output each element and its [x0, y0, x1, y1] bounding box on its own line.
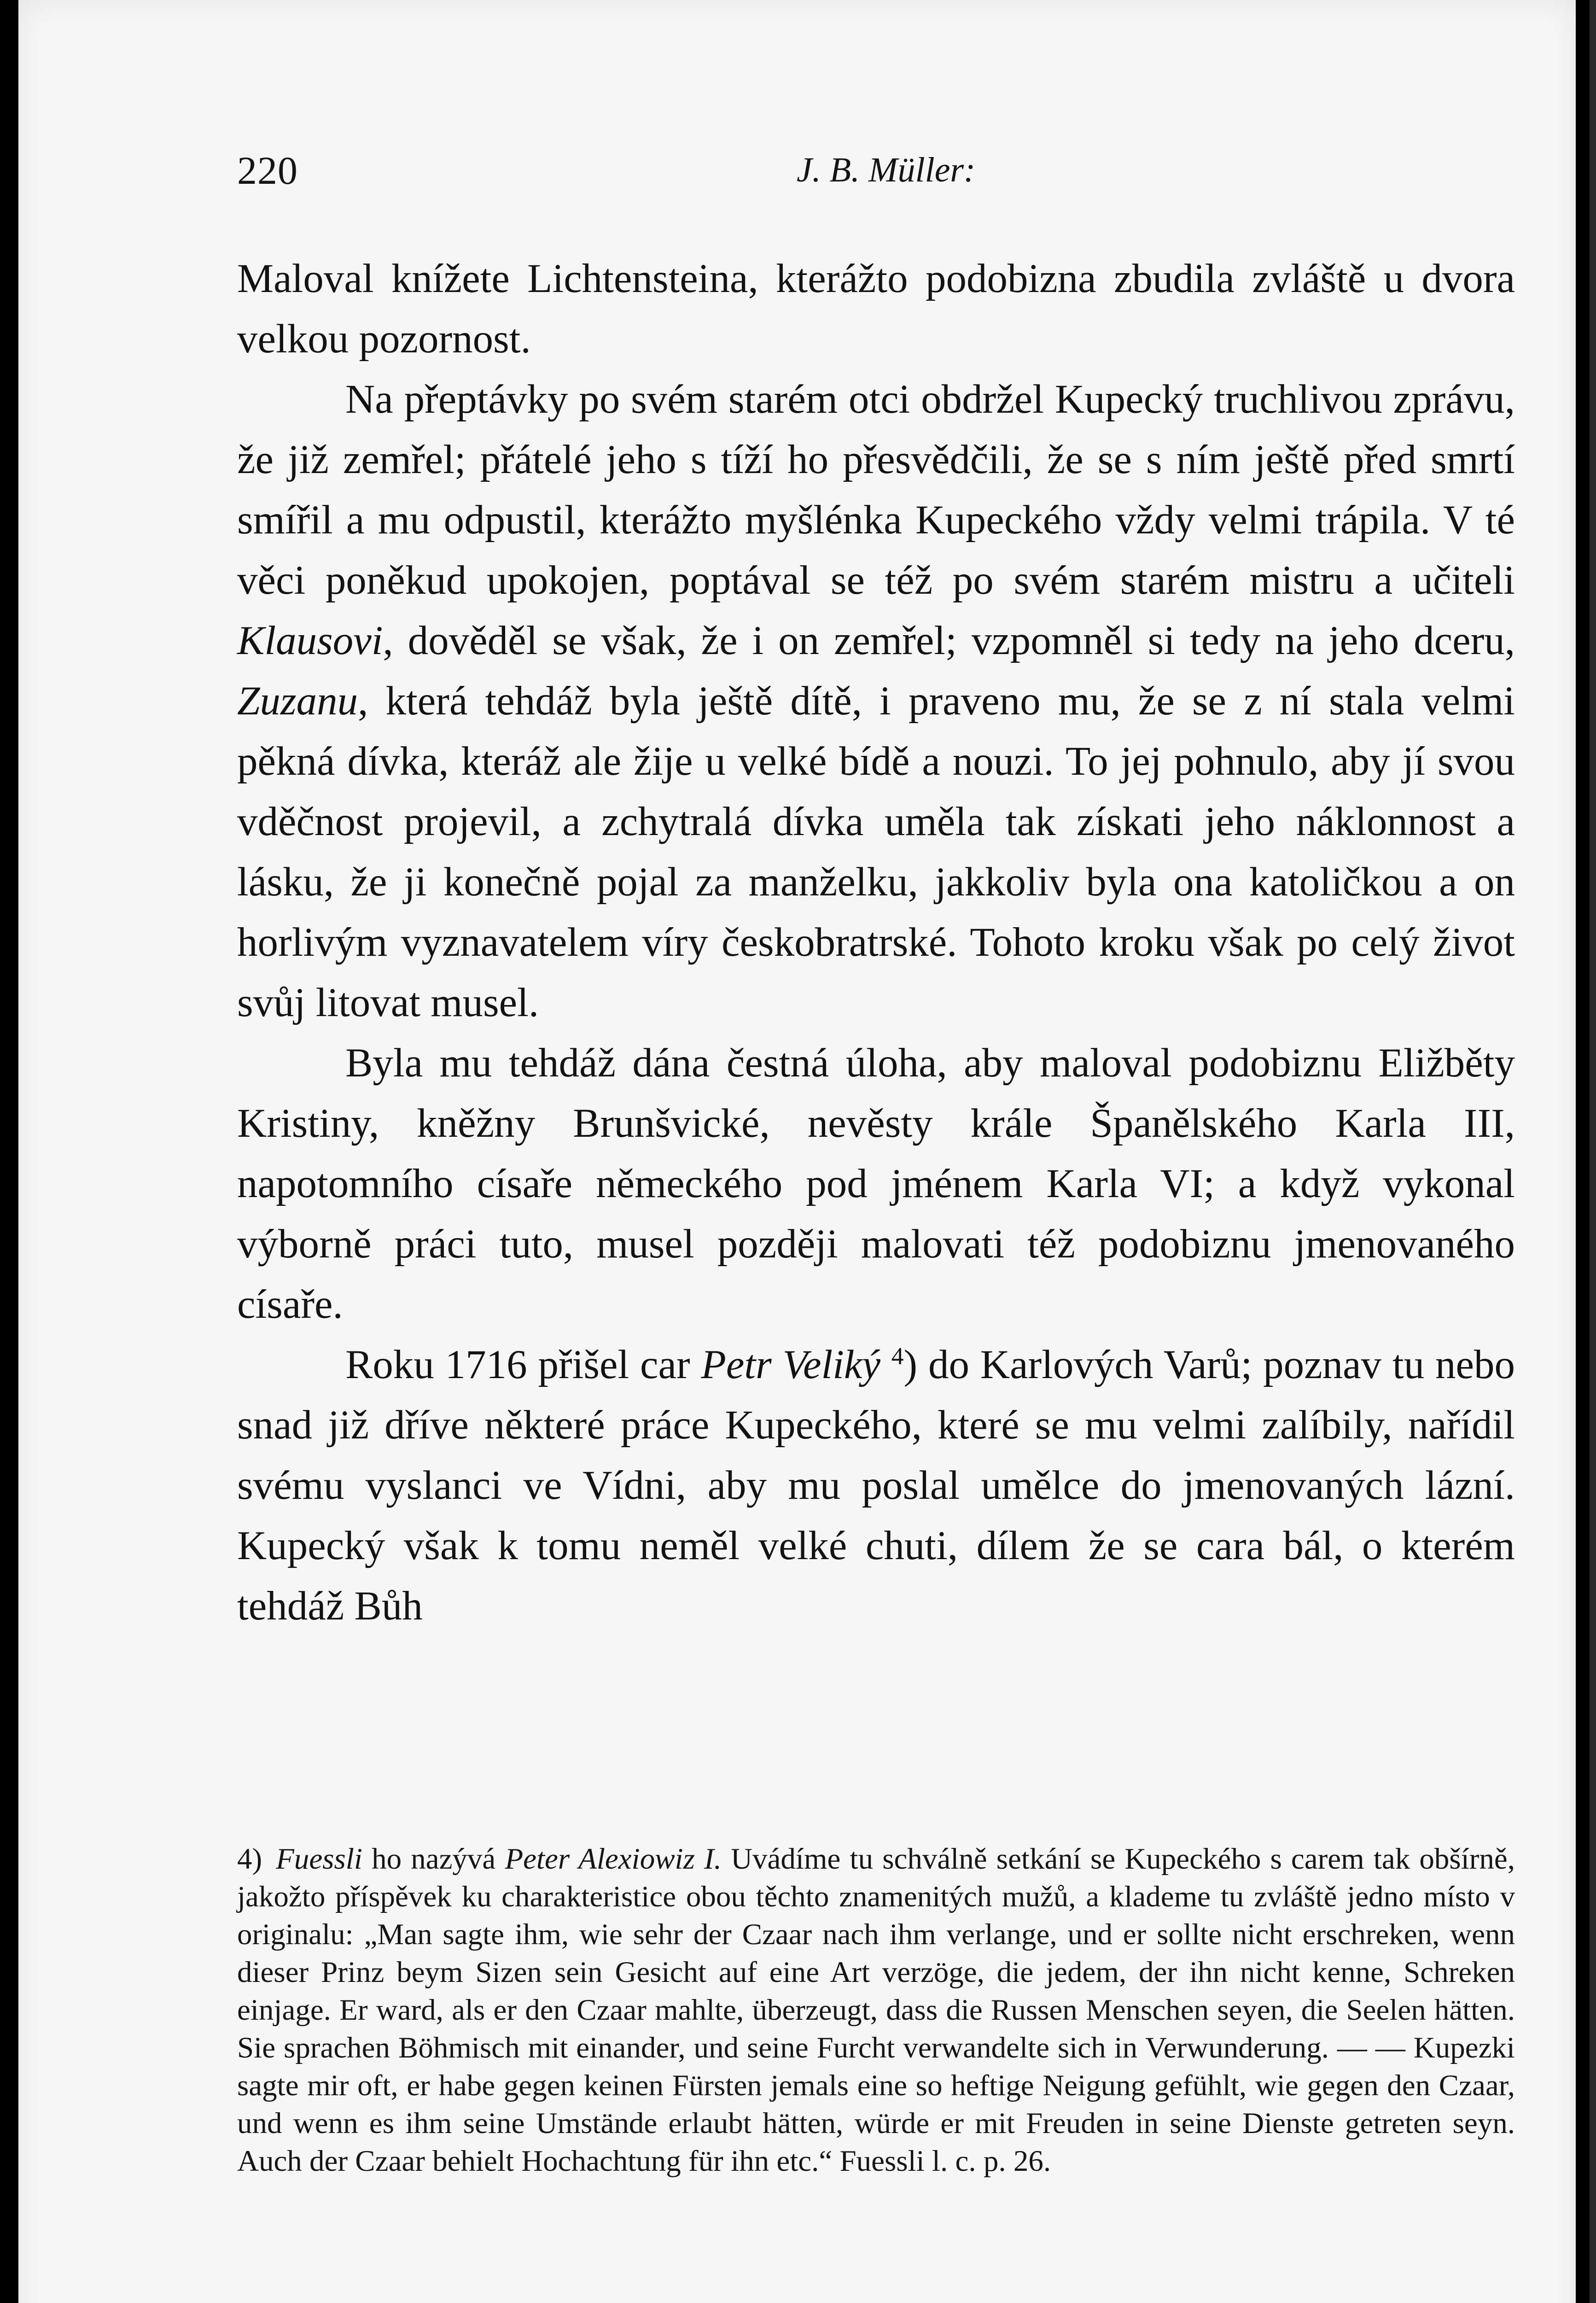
paragraph-2-start: Na přeptávky po svém starém otci obdržel Kupecký truchlivou zprávu, že již zemřel; přátelé jeho s tíží ho přesvědčili, že se s ním ještě před smrtí smířil a mu odpustil, kterážto myšlénka Kupeckého vždy velmi trápila. V té věci poněkud upokojen, poptával se též po svém starém mistru a učiteli	[237, 377, 1515, 603]
name-klaus: Klausovi	[237, 618, 383, 663]
page-edge	[1590, 0, 1596, 2303]
paragraph-4: Roku 1716 přišel car Petr Veliký $^4$) do Karlových Varů; poznav tu nebo snad již dříve některé práce Kupeckého, které se mu velmi zalíbily, nařídil svému vyslanci ve Vídni, aby mu poslal umělce do jmenovaných lázní. Kupecký však k tomu neměl velké chuti, dílem že se cara bál, o kterém tehdáž Bůh	[237, 1342, 1515, 1629]
paragraph-4-end: do Karlových Varů; poznav tu nebo snad již dříve některé práce Kupeckého, které se mu velmi zalíbily, nařídil svému vyslanci ve Vídni, aby mu poslal umělce do jmenovaných lázní. Kupecký však k tomu neměl velké chuti, dílem že se cara bál, o kterém tehdáž Bůh	[237, 1342, 1515, 1629]
footnote-4	[237, 1840, 1515, 2180]
footnote-marker: 4)	[237, 1842, 262, 1876]
footnote-name-peter: Peter Alexiowiz I.	[505, 1842, 722, 1876]
paragraph-3: Byla mu tehdáž dána čestná úloha, aby maloval podobiznu Eližběty Kristiny, kněžny Brunšvické, nevěsty krále Španělského Karla III, napotomního císaře německého pod jménem Karla VI; a když vykonal výborně práci tuto, musel později malovati též podobiznu jmenovaného císaře.	[237, 1040, 1515, 1327]
footnote-text-1: ho nazývá	[372, 1842, 496, 1876]
paragraph-1: Maloval knížete Lichtensteina, kterážto podobizna zbudila zvláště u dvora velkou pozornost.	[237, 256, 1515, 362]
name-zuzana: Zuzanu	[237, 678, 358, 724]
paragraph-2-end: , která tehdáž byla ještě dítě, i praveno mu, že se z ní stala velmi pěkná dívka, kteráž ale žije u velké bídě a nouzi. To jej pohnulo, aby jí svou vděčnost projevil, a zchytralá dívka uměla tak získati jeho náklonnost a lásku, že ji konečně pojal za manželku, jakkoliv byla ona katoličkou a on horlivým vyznavatelem víry českobratrské. Tohoto kroku však po celý život svůj litovat musel.	[237, 678, 1515, 1025]
main-text	[237, 249, 1515, 1637]
book-page	[18, 0, 1576, 2303]
paragraph-2-middle: , dověděl se však, že i on zemřel; vzpomněl si tedy na jeho dceru,	[383, 618, 1515, 663]
footnotes	[237, 1840, 1515, 2180]
name-petr: Petr Veliký	[701, 1342, 880, 1387]
footnote-name-fuessli: Fuessli	[276, 1842, 362, 1876]
paragraph-2	[237, 369, 1515, 1033]
footnote-text-2: Uvádíme tu schválně setkání se Kupeckého s carem tak obšírně, jakožto příspěvek ku charakteristice obou těchto znamenitých mužů, a klademe tu zvláště jedno místo v originalu: „Man sagte ihm, wie sehr der Czaar nach ihm verlange, und er sollte nicht erschreken, wenn dieser Prinz beym Sizen sein Gesicht auf eine Art verzöge, die jedem, der ihn nicht kenne, Schreken einjage. Er ward, als er den Czaar mahlte, überzeugt, dass die Russen Menschen seyen, die Seelen hätten. Sie sprachen Böhmisch mit einander, und seine Furcht verwandelte sich in Verwunderung. — — Kupezki sagte mir oft, er habe gegen keinen Fürsten jemals eine so heftige Neigung gefühlt, wie gegen den Czaar, und wenn es ihm seine Umstände erlaubt hätten, würde er mit Freuden in seine Dienste getreten seyn. Auch der Czaar behielt Hochachtung für ihn etc.“ Fuessli l. c. p. 26.	[237, 1842, 1515, 2178]
footnote-reference: 4	[891, 1342, 904, 1370]
page-number: 220	[237, 148, 298, 193]
paragraph-4-start: Roku 1716 přišel car	[345, 1342, 690, 1387]
running-head: J. B. Müller:	[797, 151, 976, 189]
page-header	[18, 147, 1576, 212]
